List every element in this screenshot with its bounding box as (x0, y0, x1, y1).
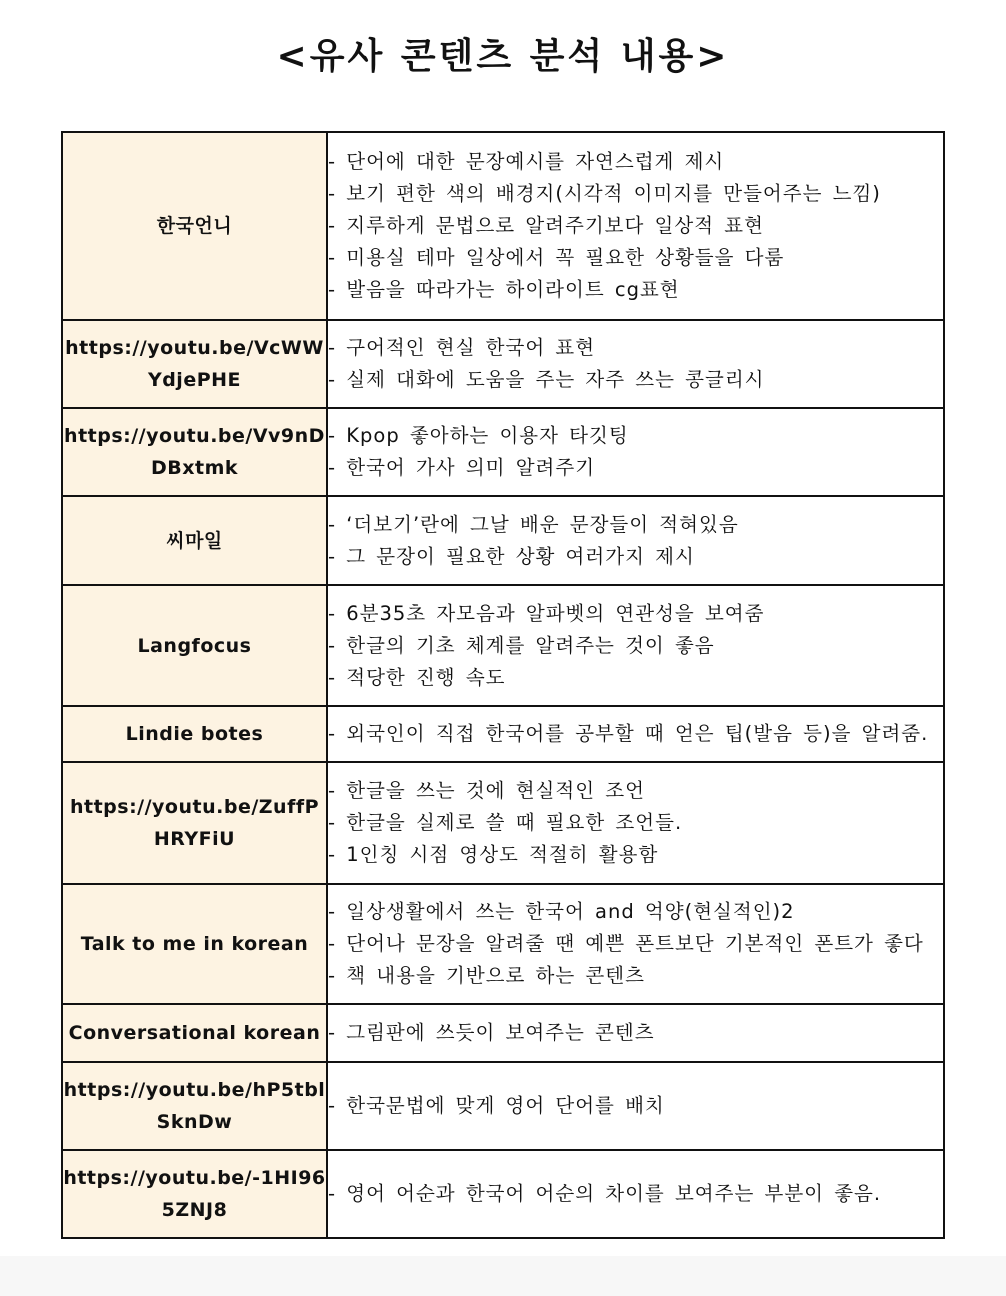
analysis-point: - 6분35초 자모음과 알파벳의 연관성을 보여줌 (328, 601, 765, 625)
analysis-table (61, 131, 945, 1239)
analysis-point: - 지루하게 문법으로 알려주기보다 일상적 표현 (328, 214, 764, 237)
analysis-point: - 한글을 실제로 쓸 때 필요한 조언들. (328, 811, 683, 834)
content-name-cell: 씨마일 (62, 496, 327, 585)
content-link-cell: https://youtu.be/Vv9nDDBxtmk (62, 408, 327, 496)
table-row (62, 884, 944, 1004)
analysis-point: - Kpop 좋아하는 이용자 타깃팅 (328, 424, 629, 447)
analysis-point: - 한글의 기초 체계를 알려주는 것이 좋음 (328, 633, 715, 657)
analysis-point: - 구어적인 현실 한국어 표현 (328, 336, 596, 359)
analysis-points-cell (327, 585, 944, 706)
analysis-points-cell (327, 320, 944, 408)
table-row (62, 585, 944, 706)
analysis-point: - 실제 대화에 도움을 주는 자주 쓰는 콩글리시 (328, 368, 765, 391)
content-link-cell: https://youtu.be/-1HI965ZNJ8 (62, 1150, 327, 1238)
analysis-points-cell (327, 132, 944, 320)
content-link-cell: https://youtu.be/hP5tblSknDw (62, 1062, 327, 1150)
analysis-point: - 단어나 문장을 알려줄 땐 예쁜 폰트보단 기본적인 폰트가 좋다 (328, 932, 924, 955)
analysis-point: - 한국어 가사 의미 알려주기 (328, 456, 596, 479)
analysis-points-cell (327, 496, 944, 585)
analysis-point: - 일상생활에서 쓰는 한국어 and 억양(현실적인)2 (328, 900, 795, 923)
analysis-point: - 영어 어순과 한국어 어순의 차이를 보여주는 부분이 좋음. (328, 1182, 882, 1205)
table-row (62, 706, 944, 762)
analysis-point: - 한국문법에 맞게 영어 단어를 배치 (328, 1094, 665, 1117)
analysis-points-cell (327, 1004, 944, 1062)
analysis-point: - 적당한 진행 속도 (328, 665, 506, 689)
analysis-point: - 보기 편한 색의 배경지(시각적 이미지를 만들어주는 느낌) (328, 182, 881, 205)
analysis-points-cell (327, 1150, 944, 1238)
content-name-cell: 한국언니 (62, 132, 327, 320)
page-bottom-band (0, 1256, 1006, 1296)
table-row (62, 762, 944, 884)
analysis-points-cell (327, 1062, 944, 1150)
table-row (62, 1004, 944, 1062)
analysis-point: - 1인칭 시점 영상도 적절히 활용함 (328, 843, 659, 866)
analysis-point: - 한글을 쓰는 것에 현실적인 조언 (328, 779, 645, 802)
analysis-points-cell (327, 706, 944, 762)
table-row (62, 320, 944, 408)
content-name-cell: Lindie botes (62, 706, 327, 762)
analysis-point: - 단어에 대한 문장예시를 자연스럽게 제시 (328, 150, 725, 173)
table-row (62, 132, 944, 320)
table-row (62, 408, 944, 496)
analysis-point: - 외국인이 직접 한국어를 공부할 때 얻은 팁(발음 등)을 알려줌. (328, 722, 929, 745)
analysis-points-cell (327, 408, 944, 496)
content-link-cell: https://youtu.be/ZuffPHRYFiU (62, 762, 327, 884)
analysis-points-cell (327, 762, 944, 884)
analysis-point: - 그 문장이 필요한 상황 여러가지 제시 (328, 544, 695, 568)
analysis-point: - 미용실 테마 일상에서 꼭 필요한 상황들을 다룸 (328, 246, 785, 269)
table-row (62, 496, 944, 585)
content-link-cell: https://youtu.be/VcWWYdjePHE (62, 320, 327, 408)
content-name-cell: Conversational korean (62, 1004, 327, 1062)
table-row (62, 1062, 944, 1150)
analysis-point: - 책 내용을 기반으로 하는 콘텐츠 (328, 964, 645, 987)
analysis-point: - 그림판에 쓰듯이 보여주는 콘텐츠 (328, 1021, 655, 1044)
analysis-point: - ‘더보기’란에 그날 배운 문장들이 적혀있음 (328, 512, 739, 536)
content-name-cell: Talk to me in korean (62, 884, 327, 1004)
analysis-points-cell (327, 884, 944, 1004)
content-name-cell: Langfocus (62, 585, 327, 706)
table-row (62, 1150, 944, 1238)
page-title: <유사 콘텐츠 분석 내용> (276, 36, 730, 77)
analysis-point: - 발음을 따라가는 하이라이트 cg표현 (328, 278, 680, 301)
